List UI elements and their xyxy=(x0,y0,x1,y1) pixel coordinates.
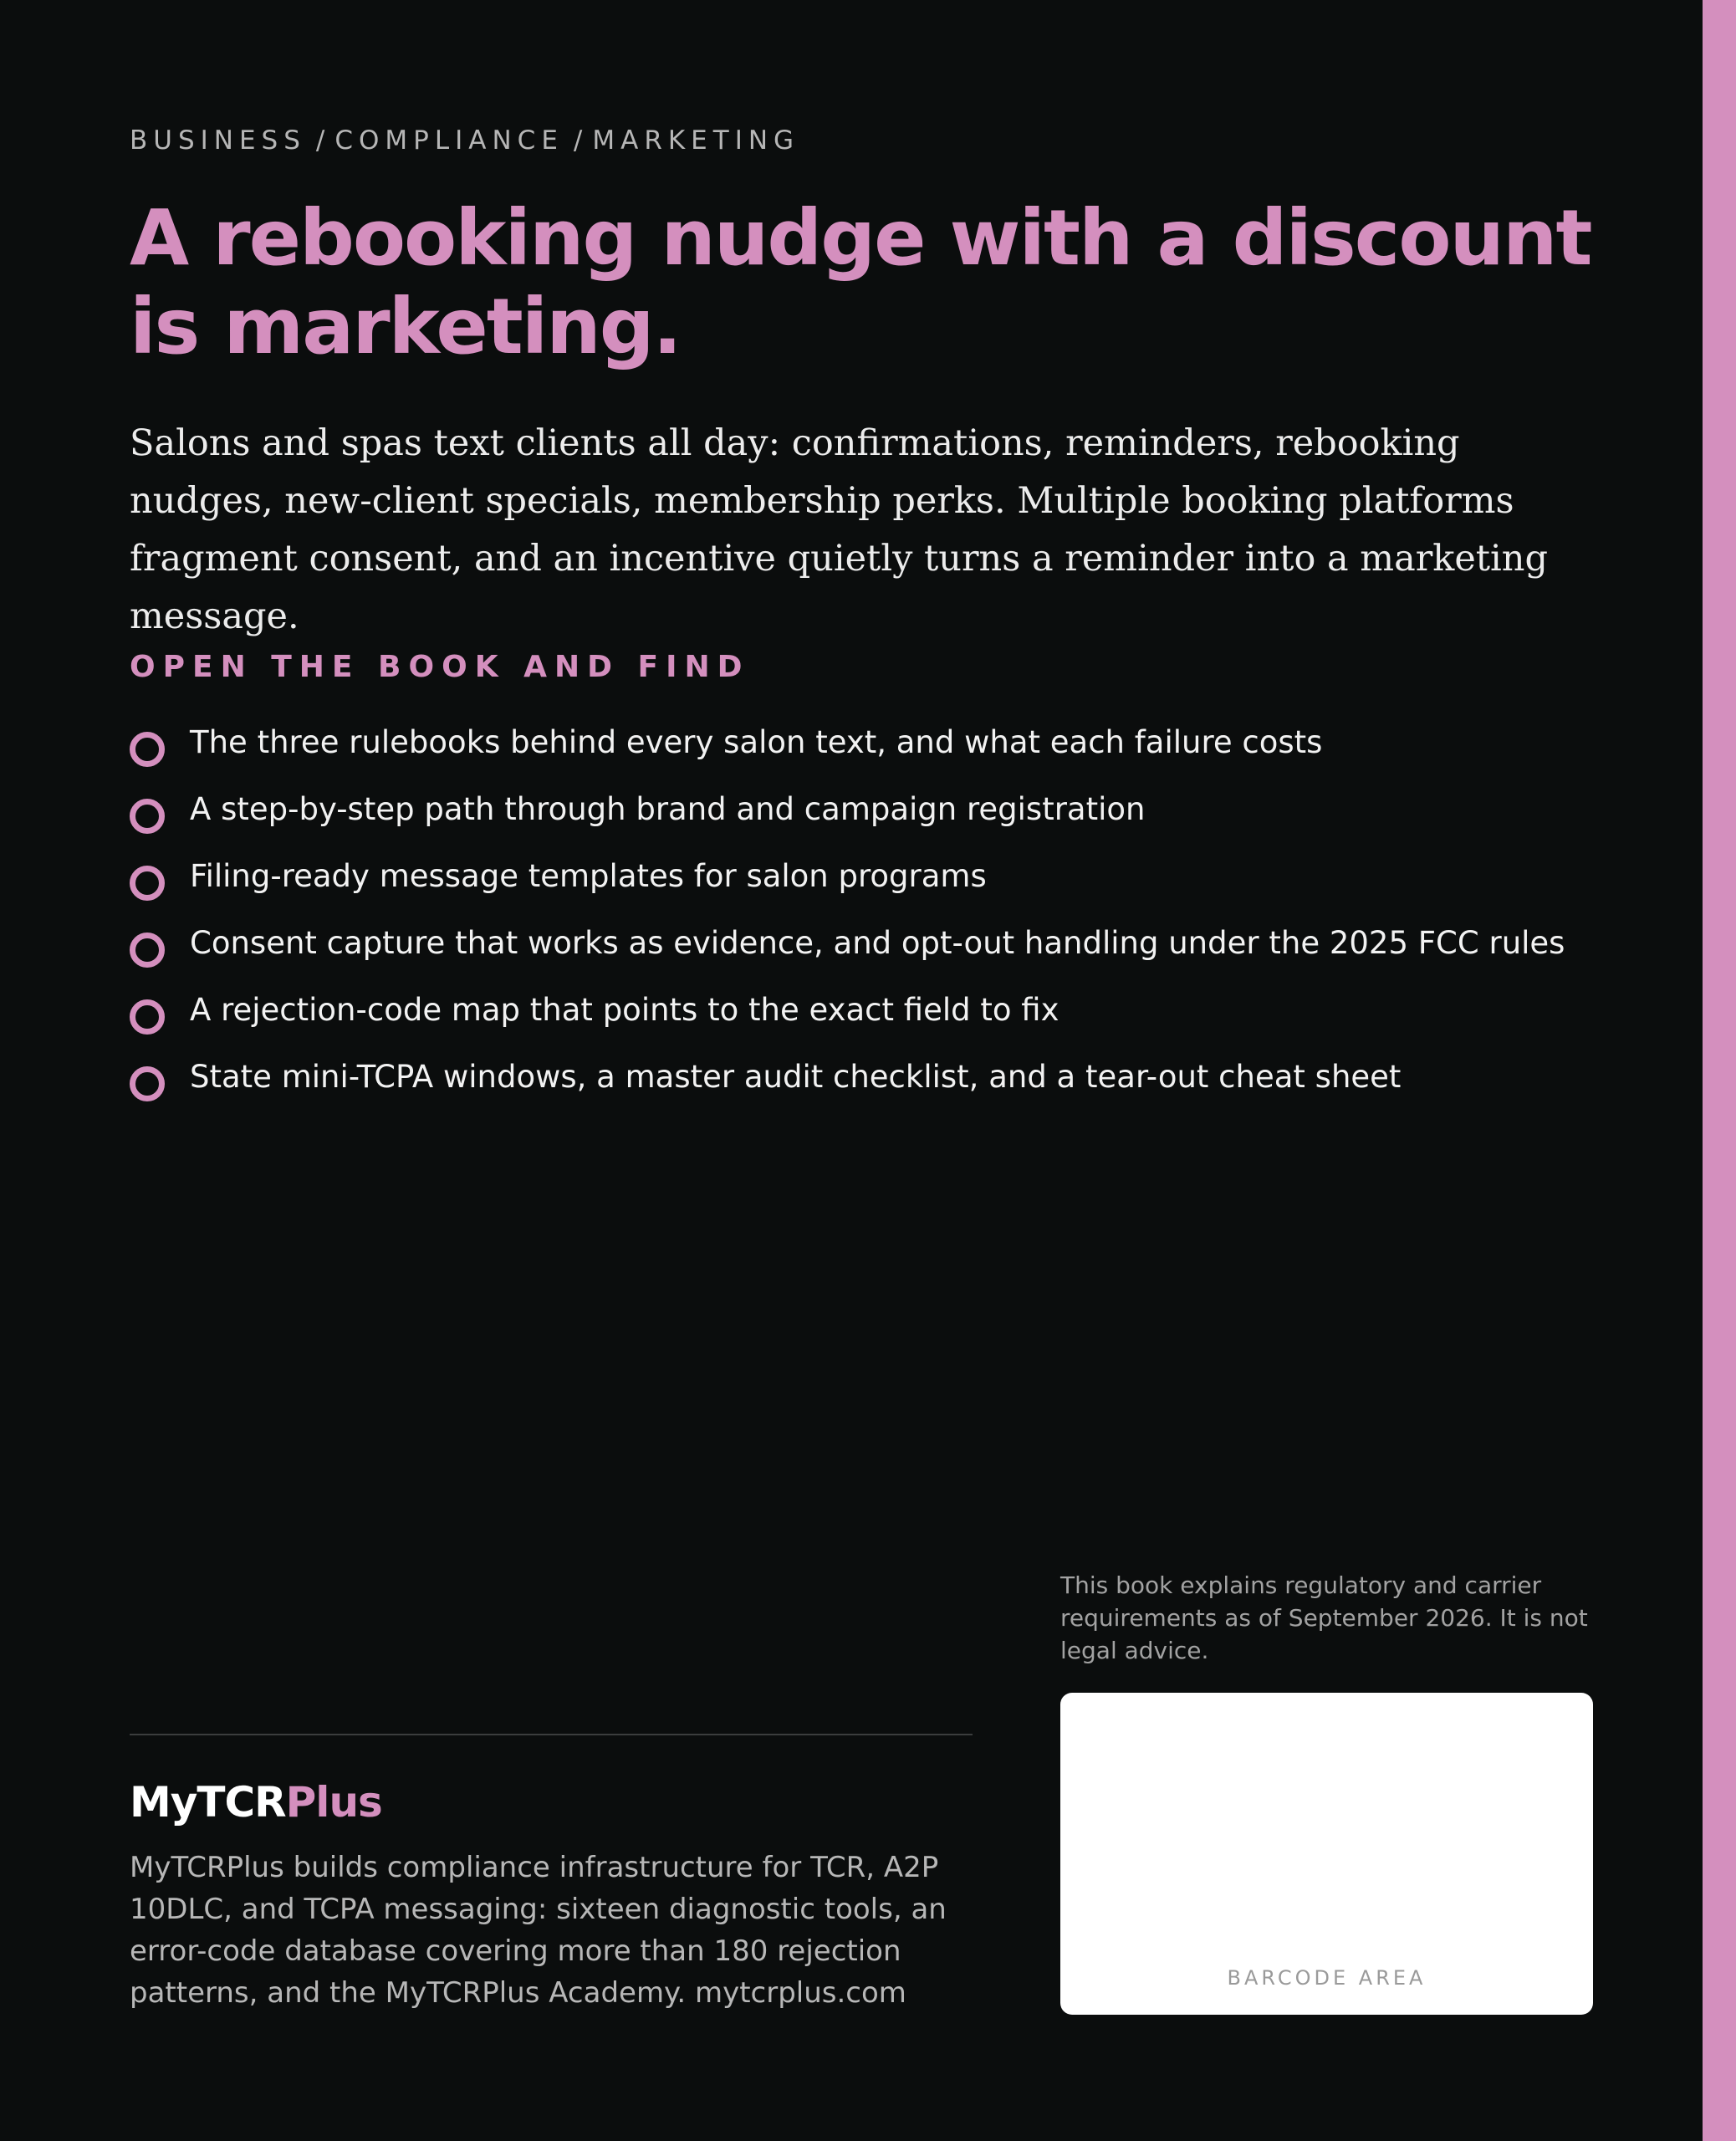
circle-bullet-icon xyxy=(130,999,165,1035)
find-section-heading: OPEN THE BOOK AND FIND xyxy=(130,650,750,684)
find-list xyxy=(130,719,1606,1121)
circle-bullet-icon xyxy=(130,933,165,968)
list-item xyxy=(130,987,1606,1033)
list-item-text: Filing-ready message templates for salon programs xyxy=(190,858,987,894)
breadcrumb-separator: / xyxy=(315,125,325,156)
category-breadcrumb xyxy=(130,125,799,156)
divider xyxy=(130,1734,973,1735)
circle-bullet-icon xyxy=(130,799,165,834)
barcode-area xyxy=(1060,1693,1593,2015)
list-item xyxy=(130,853,1606,899)
circle-bullet-icon xyxy=(130,732,165,767)
breadcrumb-item-marketing: MARKETING xyxy=(592,125,800,156)
list-item-text: A rejection-code map that points to the exact field to fix xyxy=(190,992,1059,1028)
brand-description: MyTCRPlus builds compliance infrastructure for TCR, A2P 10DLC, and TCPA messaging: sixteen diagnostic tools, an error-code database covering more than 180 rejection patterns, and the MyTCRPlus Academy. mytcrplus.com xyxy=(130,1851,947,2010)
barcode-label: BARCODE AREA xyxy=(1227,1966,1427,1990)
list-item xyxy=(130,786,1606,832)
breadcrumb-item-business: BUSINESS xyxy=(130,125,306,156)
list-item-text: The three rulebooks behind every salon text, and what each failure costs xyxy=(190,724,1323,760)
brand-name-main: MyTCR xyxy=(130,1778,286,1827)
list-item xyxy=(130,920,1606,966)
intro-paragraph: Salons and spas text clients all day: confirmations, reminders, rebooking nudges, new-client specials, membership perks. Multiple booking platforms fragment consent, and an incentive quietly turns a reminder into a marketing message. xyxy=(130,422,1549,637)
headline: A rebooking nudge with a discount is marketing. xyxy=(130,193,1591,371)
circle-bullet-icon xyxy=(130,1066,165,1101)
list-item-text: A step-by-step path through brand and campaign registration xyxy=(190,791,1146,827)
brand-logo xyxy=(130,1776,382,1828)
breadcrumb-separator: / xyxy=(573,125,583,156)
list-item xyxy=(130,1054,1606,1100)
breadcrumb-item-compliance: COMPLIANCE xyxy=(334,125,564,156)
circle-bullet-icon xyxy=(130,866,165,901)
list-item xyxy=(130,719,1606,765)
list-item-text: Consent capture that works as evidence, and opt-out handling under the 2025 FCC rules xyxy=(190,925,1565,961)
brand-name-accent: Plus xyxy=(285,1778,382,1827)
spine-accent-bar xyxy=(1703,0,1736,2141)
legal-disclaimer: This book explains regulatory and carrier requirements as of September 2026. It is not legal advice. xyxy=(1060,1571,1588,1664)
list-item-text: State mini-TCPA windows, a master audit checklist, and a tear-out cheat sheet xyxy=(190,1059,1402,1095)
